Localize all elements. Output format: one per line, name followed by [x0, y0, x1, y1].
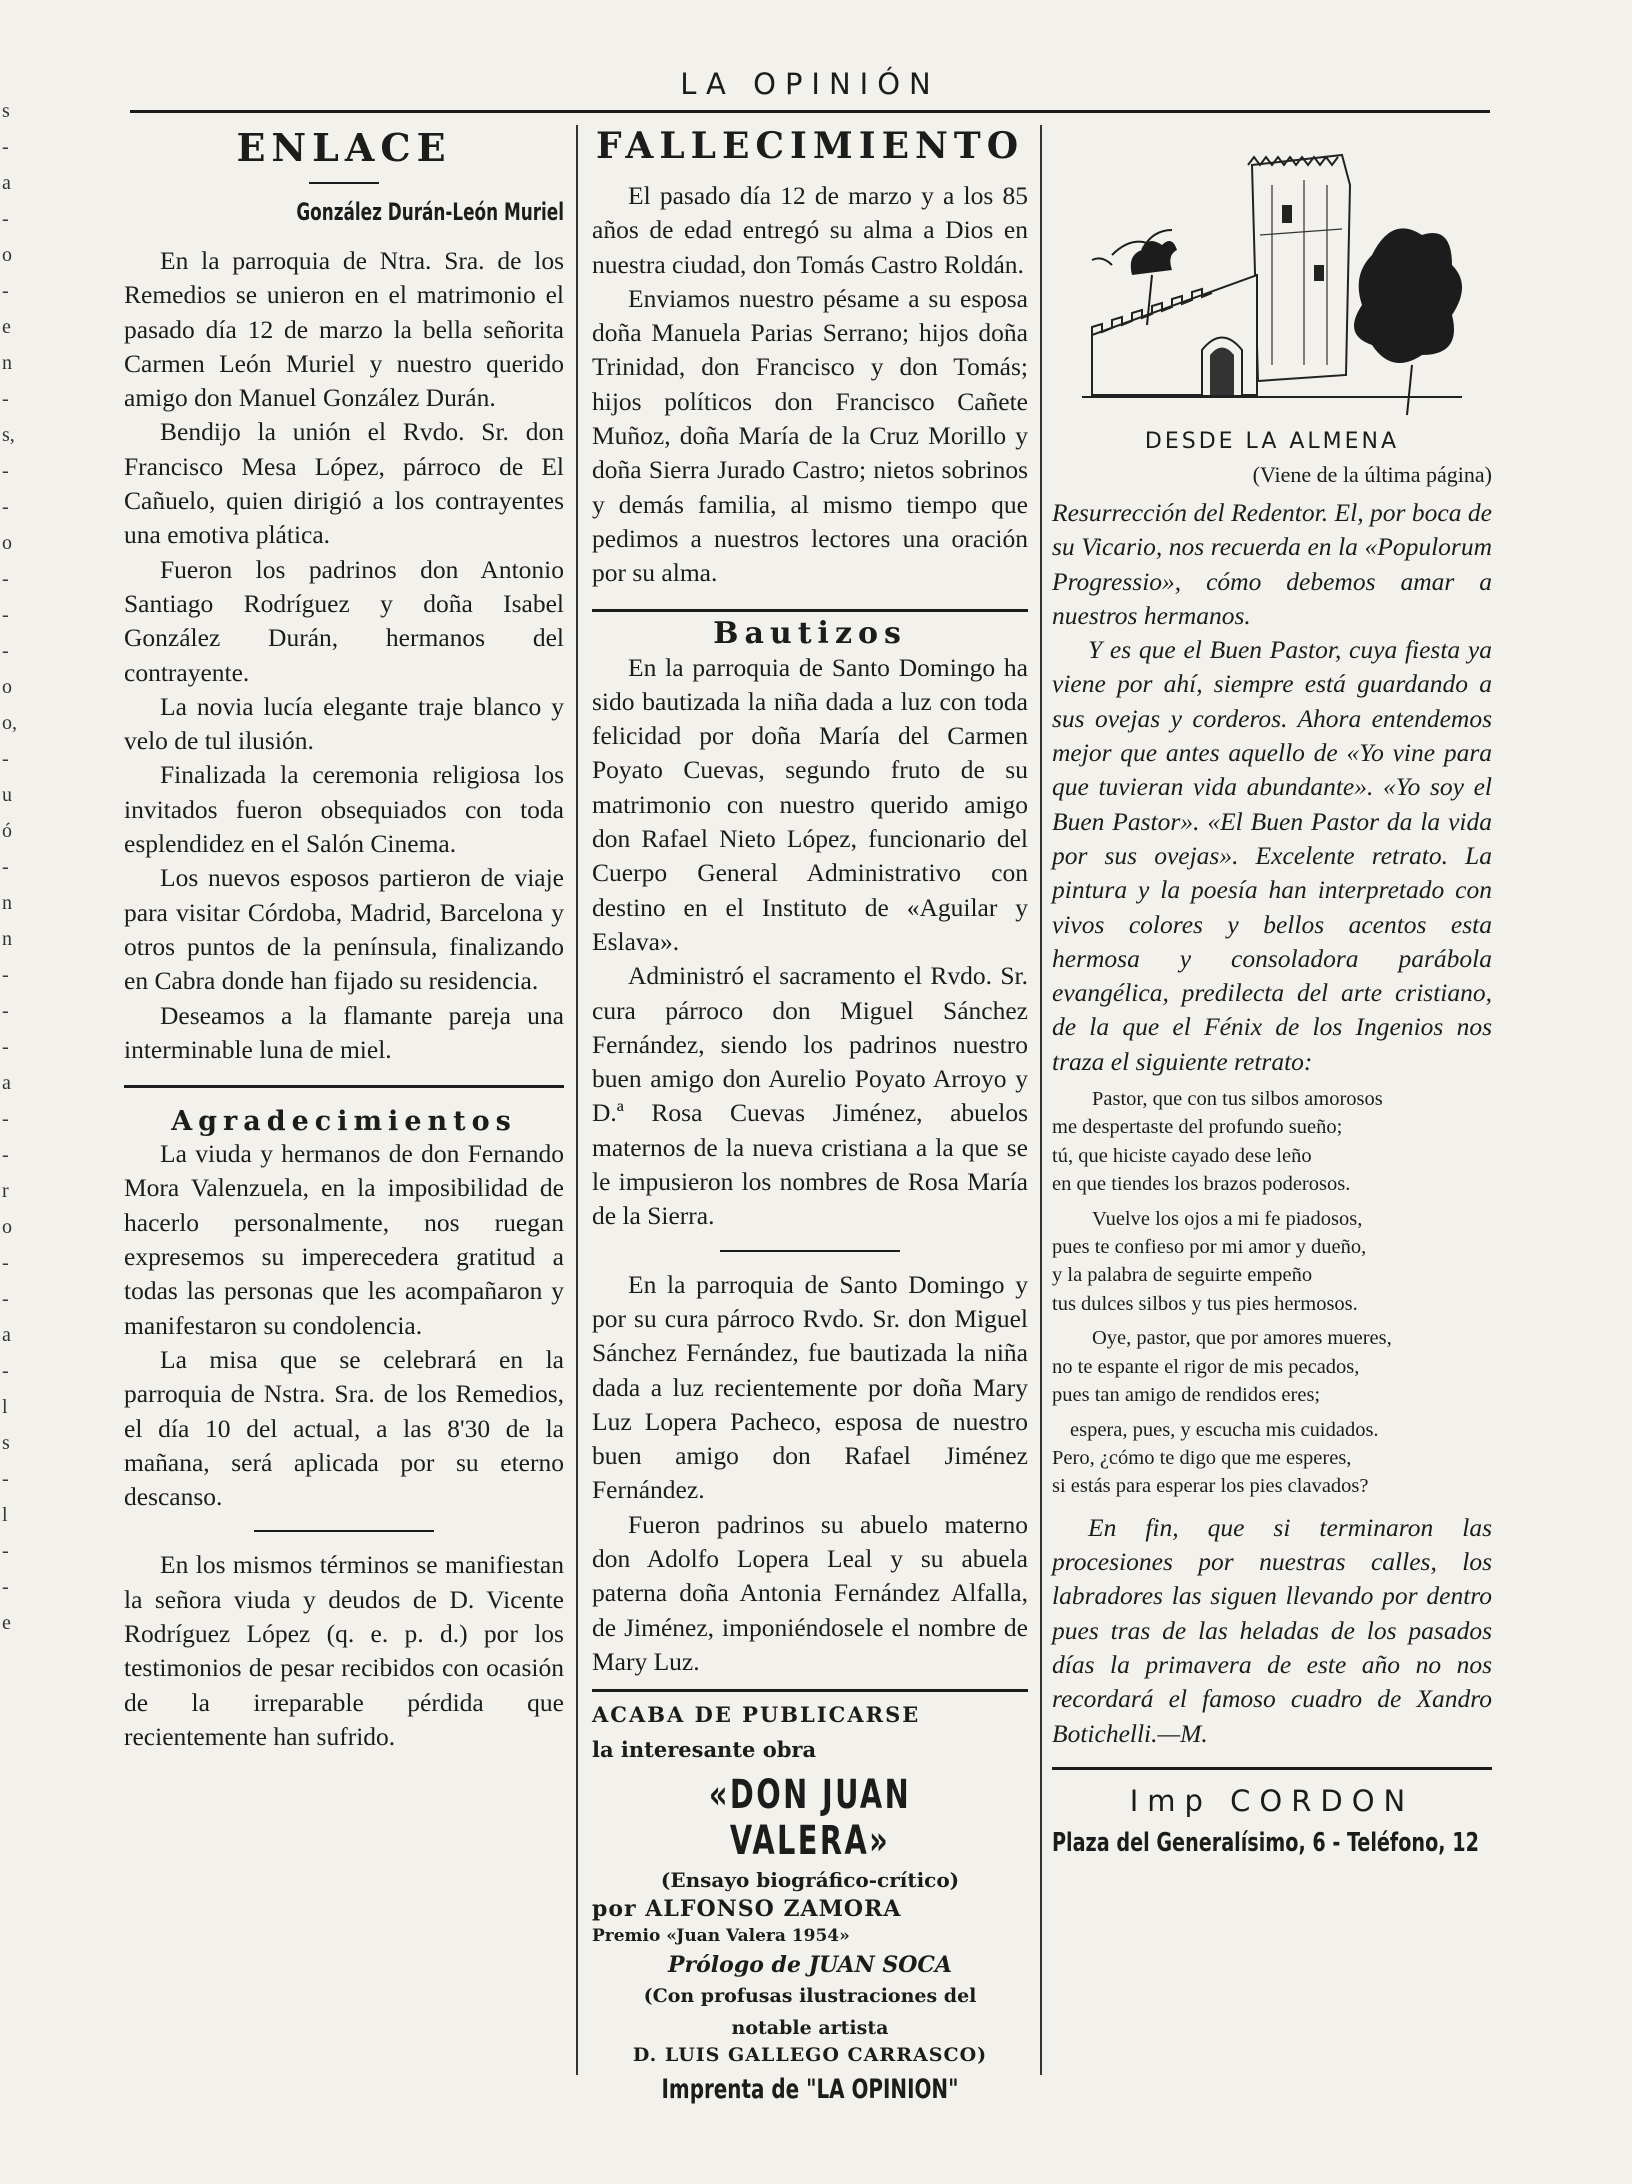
edge-mark: l [2, 1396, 8, 1418]
ad-prologue: Prólogo de JUAN SOCA [668, 1952, 952, 1979]
edge-mark: - [2, 1144, 9, 1166]
sonnet-line: Pastor, que con tus silbos amorosos [1092, 1088, 1383, 1111]
edge-mark: a [2, 1072, 11, 1094]
bautizos-title: Bautizos [713, 615, 907, 651]
edge-mark: - [2, 1036, 9, 1058]
column-divider-2 [1040, 125, 1042, 2075]
edge-mark: o [2, 244, 12, 266]
edge-mark: e [2, 316, 11, 338]
edge-mark: - [2, 460, 9, 482]
sonnet-line: Oye, pastor, que por amores mueres, [1092, 1327, 1392, 1350]
enlace-rule [309, 182, 379, 184]
sonnet-line: no te espante el rigor de mis pecados, [1052, 1355, 1360, 1378]
ad-artist-name: D. LUIS GALLEGO CARRASCO) [632, 2044, 988, 2067]
agradecimientos-rule [254, 1530, 434, 1532]
fallecimiento-paragraph: El pasado día 12 de marzo y a los 85 años de edad entregó su alma a Dios en nuestra ciudad, don Tomás Castro Roldán. [592, 181, 1028, 279]
fallecimiento-title: FALLECIMIENTO [595, 125, 1025, 167]
sonnet-line: me despertaste del profundo sueño; [1052, 1116, 1343, 1139]
edge-mark: - [2, 604, 9, 626]
continued-note: (Viene de la última página) [1252, 462, 1492, 487]
sonnet-line: si estás para esperar los pies clavados? [1052, 1475, 1369, 1498]
sonnet-line: tus dulces silbos y tus pies hermosos. [1052, 1292, 1358, 1315]
agradecimientos-title: Agradecimientos [171, 1106, 517, 1138]
sonnet-line: pues tan amigo de rendidos eres; [1052, 1384, 1321, 1407]
edge-mark: - [2, 388, 9, 410]
edge-mark: - [2, 1108, 9, 1130]
almena-paragraph: Y es que el Buen Pastor, cuya fiesta ya viene por ahí, siempre está guardando a sus ovejas y corderos. Ahora entendemos mejor que antes aquello de «Yo vine para que tuvieran vida abundante». «Yo soy el Buen Pastor». «El Buen Pastor da la vida por sus ovejas». Excelente retrato. La pintura y la poesía han interpretado con vivos colores y bellos acentos esta hermosa y consoladora parábola evangélica, predilecta del arte cristiano, de la que el Fénix de los Ingenios nos traza el siguiente retrato: [1052, 635, 1492, 1076]
edge-mark: o [2, 532, 12, 554]
ad-book-title: «DON JUAN VALERA» [708, 1772, 912, 1865]
edge-mark: o [2, 1216, 12, 1238]
fallecimiento-paragraph: Enviamos nuestro pésame a su esposa doña Manuela Parias Serrano; hijos doña Trinidad, don Francisco y don Tomás; hijos políticos don Francisco Cañete Muñoz, doña María de la Cruz Morillo y doña Sierra Jurado Castro; nietos sobrinos y demás familia, al mismo tiempo que pedimos a nuestros lectores una oración por su alma. [592, 283, 1028, 588]
enlace-paragraph: En la parroquia de Ntra. Sra. de los Remedios se unieron en el matrimonio el pasado día 12 de marzo la bella señorita Carmen León Muriel y nuestro querido amigo don Manuel González Durán. [124, 246, 564, 413]
ad-author: por ALFONSO ZAMORA [592, 1896, 902, 1923]
edge-mark: - [2, 496, 9, 518]
edge-mark: o [2, 676, 12, 698]
enlace-title: ENLACE [236, 125, 452, 170]
edge-mark: s, [2, 424, 15, 446]
almena-paragraph: Resurrección del Redentor. El, por boca de su Vicario, nos recuerda en la «Populorum Progressio», cómo debemos amar a nuestros hermanos. [1052, 498, 1492, 630]
edge-mark: - [2, 1288, 9, 1310]
edge-mark: r [2, 1180, 9, 1202]
bautizos-rule [720, 1250, 900, 1252]
castle-illustration [1072, 125, 1472, 425]
page-header [130, 55, 1490, 115]
edge-mark: - [2, 1540, 9, 1562]
left-edge-marks [0, 60, 17, 2160]
bautizos-paragraph: Fueron padrinos su abuelo materno don Adolfo Lopera Leal y su abuela paterna doña Antonia Fernández Alfalla, de Jiménez, imponiéndosele el nombre de Mary Luz. [592, 1509, 1028, 1676]
edge-mark: n [2, 928, 12, 950]
printer-address: Plaza del Generalísimo, 6 - Teléfono, 12 [1052, 1827, 1479, 1858]
sonnet-line: Pero, ¿cómo te digo que me esperes, [1052, 1446, 1352, 1469]
edge-mark: ó [2, 820, 12, 842]
printer-name: Imp CORDON [1129, 1783, 1415, 1818]
edge-mark: - [2, 280, 9, 302]
edge-mark: s [2, 1432, 10, 1454]
bautizos-paragraph: En la parroquia de Santo Domingo ha sido bautizada la niña dada a luz con toda felicidad por doña María del Carmen Poyato Cuevas, segundo fruto de su matrimonio con nuestro querido amigo don Rafael Nieto López, funcionario del Cuerpo General Administrativo con destino en el Instituto de «Aguilar y Eslava». [592, 652, 1028, 956]
enlace-body [124, 244, 564, 1067]
ad-prize: Premio «Juan Valera 1954» [592, 1926, 850, 1947]
bautizos-paragraph: En la parroquia de Santo Domingo y por su cura párroco Rvdo. Sr. don Miguel Sánchez Fernández, fue bautizada la niña dada a luz recientemente por doña Mary Luz Lopera Pacheco, esposa de nuestro buen amigo don Rafael Jiménez Fernández. [592, 1269, 1028, 1505]
edge-mark: - [2, 1576, 9, 1598]
edge-mark: - [2, 136, 9, 158]
ad-subtitle: (Ensayo biográfico-crítico) [660, 1868, 960, 1893]
edge-mark: n [2, 352, 12, 374]
ad-printer: Imprenta de "LA OPINION" [661, 2074, 959, 2106]
enlace-paragraph: Fueron los padrinos don Antonio Santiago Rodríguez y doña Isabel González Durán, hermanos del contrayente. [124, 554, 564, 687]
sonnet-line: tú, que hiciste cayado dese leño [1052, 1144, 1312, 1167]
edge-mark: s [2, 100, 10, 122]
edge-mark: - [2, 1000, 9, 1022]
sonnet-stanza [1052, 1324, 1492, 1409]
agradecimientos-paragraph: En los mismos términos se manifiestan la señora viuda y deudos de D. Vicente Rodríguez López (q. e. p. d.) por los testimonios de pesar recibidos con ocasión de la irreparable pérdida que recientemente han sufrido. [124, 1550, 564, 1751]
header-rule [130, 110, 1490, 113]
edge-mark: - [2, 1360, 9, 1382]
book-advertisement [592, 1689, 1028, 2105]
column-middle [592, 125, 1028, 2105]
edge-mark: e [2, 1612, 11, 1634]
agradecimientos-paragraph: La misa que se celebrará en la parroquia de Nstra. Sra. de los Remedios, el día 10 del actual, a las 8'30 de la mañana, será aplicada por su eterno descanso. [124, 1344, 564, 1512]
sonnet-line: y la palabra de seguirte empeño [1052, 1264, 1313, 1287]
edge-mark: - [2, 856, 9, 878]
edge-mark: - [2, 964, 9, 986]
edge-mark: a [2, 172, 11, 194]
enlace-paragraph: Finalizada la ceremonia religiosa los invitados fueron obsequiados con toda esplendidez en el Salón Cinema. [124, 760, 564, 859]
column-divider-1 [576, 125, 578, 2075]
sonnet-stanza [1052, 1085, 1492, 1199]
enlace-paragraph: Los nuevos esposos partieron de viaje para visitar Córdoba, Madrid, Barcelona y otros puntos de la península, finalizando en Cabra donde han fijado su residencia. [124, 863, 564, 996]
sonnet-line: espera, pues, y escucha mis cuidados. [1070, 1418, 1379, 1441]
sonnet-stanza [1052, 1416, 1492, 1501]
edge-mark: - [2, 640, 9, 662]
sonnet-line: pues te confieso por mi amor y dueño, [1052, 1236, 1367, 1259]
enlace-paragraph: Bendijo la unión el Rvdo. Sr. don Francisco Mesa López, párroco de El Cañuelo, quien dirigió a los contrayentes una emotiva plática. [124, 417, 564, 550]
edge-mark: u [2, 784, 12, 806]
edge-mark: l [2, 1504, 8, 1526]
section-rule [592, 609, 1028, 612]
edge-mark: - [2, 568, 9, 590]
edge-mark: - [2, 1252, 9, 1274]
ad-illustrations: (Con profusas ilustraciones del [643, 1985, 977, 2008]
edge-mark: a [2, 1324, 11, 1346]
ad-intro: la interesante obra [592, 1737, 817, 1763]
illustration-caption: DESDE LA ALMENA [1144, 429, 1400, 454]
sonnet-line: Vuelve los ojos a mi fe piadosos, [1092, 1207, 1363, 1230]
edge-mark: o, [2, 712, 17, 734]
column-left [124, 125, 564, 1754]
sonnet [1052, 1085, 1492, 1501]
masthead: LA OPINIÓN [680, 67, 940, 101]
sonnet-line: en que tiendes los brazos poderosos. [1052, 1173, 1351, 1196]
ad-headline: ACABA DE PUBLICARSE [592, 1702, 921, 1728]
bautizos-paragraph: Administró el sacramento el Rvdo. Sr. cura párroco don Miguel Sánchez Fernández, siendo los padrinos nuestro buen amigo don Aurelio Poyato Arroyo y D.ª Rosa Cuevas Jiménez, abuelos maternos de la nueva cristiana a la que se le impusieron los nombres de Rosa María de la Sierra. [592, 961, 1028, 1231]
ad-illustrations-artist: notable artista [731, 2017, 889, 2040]
enlace-paragraph: La novia lucía elegante traje blanco y velo de tul ilusión. [124, 691, 564, 756]
imprenta-rule [1052, 1767, 1492, 1770]
section-rule [124, 1085, 564, 1088]
edge-mark: - [2, 208, 9, 230]
edge-mark: - [2, 1468, 9, 1490]
column-right [1052, 125, 1492, 1858]
enlace-paragraph: Deseamos a la flamante pareja una interminable luna de miel. [124, 1000, 564, 1064]
edge-mark: - [2, 748, 9, 770]
enlace-byline: González Durán-León Muriel [296, 198, 564, 226]
agradecimientos-paragraph: La viuda y hermanos de don Fernando Mora Valenzuela, en la imposibilidad de hacerlo personalmente, nos ruegan expresemos su imperecedera gratitud a todas las personas que les acompañaron y manifestaron su condolencia. [124, 1139, 564, 1340]
edge-mark: n [2, 892, 12, 914]
sonnet-stanza [1052, 1205, 1492, 1319]
almena-closing: En fin, que si terminaron las procesiones por nuestras calles, los labradores las siguen llevando por dentro pues tras de las heladas de los pasados días la primavera de este año no nos recordará el famoso cuadro de Xandro Botichelli.—M. [1052, 1512, 1492, 1748]
